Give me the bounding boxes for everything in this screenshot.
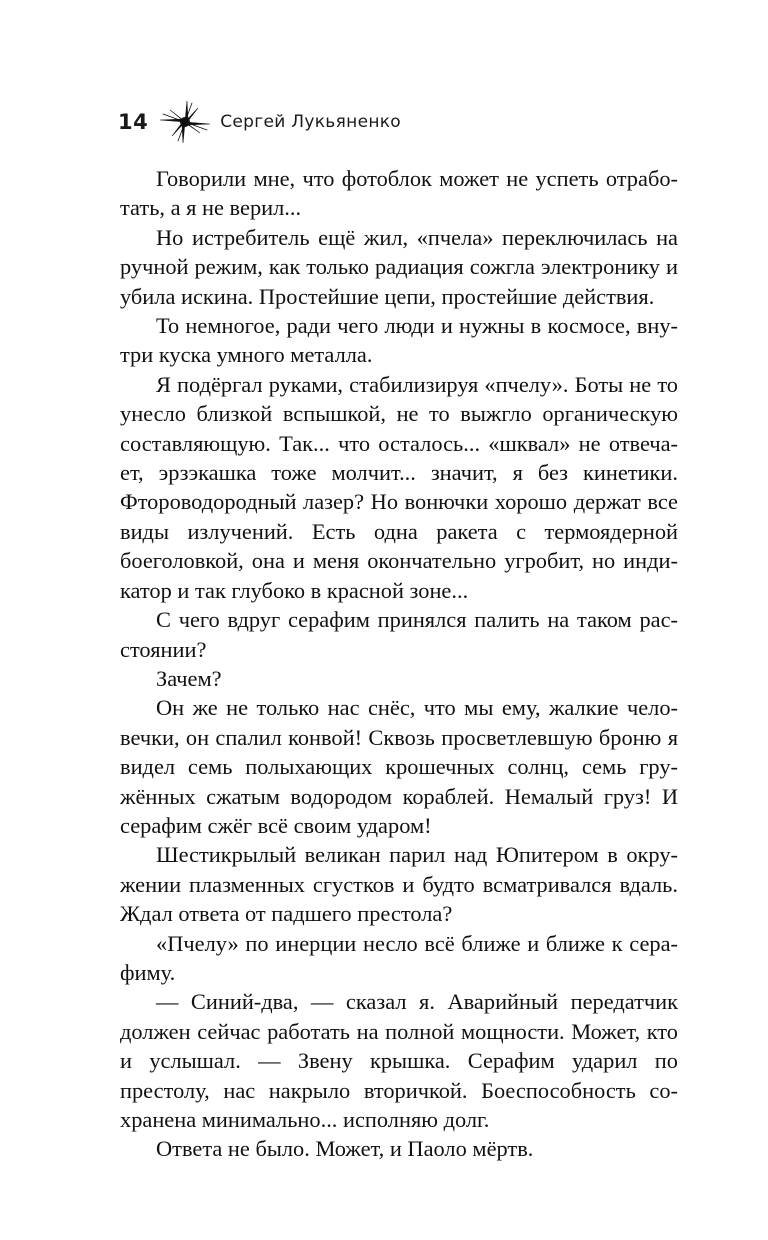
author-name: Сергей Лукьяненко <box>220 112 402 132</box>
paragraph: — Синий-два, — сказал я. Аварийный передатчик должен сейчас работать на полной мощности. Может, кто и услышал. — Звену крышка. Серафим ударил по престолу, нас накрыло вторичкой. Боеспособность сохранена минимально... исполняю долг. <box>120 989 678 1132</box>
paragraph: То немногое, ради чего люди и нужны в космосе, внутри куска умного металла. <box>120 313 678 368</box>
paragraph: «Пчелу» по инерции несло всё ближе и ближе к серафиму. <box>120 930 678 985</box>
running-header <box>118 98 401 146</box>
paragraph: Ответа не было. Может, и Паоло мёртв. <box>156 1136 534 1162</box>
page-number: 14 <box>118 110 149 134</box>
paragraph: Шестикрылый великан парил над Юпитером в окружении плазменных сгустков и будто всматривался вдаль. Ждал ответа от падшего престола? <box>120 842 678 927</box>
page-body <box>120 164 678 1164</box>
paragraph: Он же не только нас снёс, что мы ему, жалкие человечки, он спалил конвой! Сквозь просветлевшую броню я видел семь полыхающих крошечных солнц, семь гружённых сжатым водородом кораблей. Немалый груз! И серафим сжёг всё своим ударом! <box>120 695 678 838</box>
star-burst-icon <box>158 100 212 144</box>
paragraph: Но истребитель ещё жил, «пчела» переключилась на ручной режим, как только радиация сожгла электронику и убила искина. Простейшие цепи, простейшие действия. <box>120 224 678 309</box>
paragraph: Говорили мне, что фотоблок может не успеть отработать, а я не верил... <box>120 166 678 221</box>
paragraph: Зачем? <box>156 665 222 691</box>
paragraph: С чего вдруг серафим принялся палить на таком расстоянии? <box>120 607 678 662</box>
paragraph: Я подёргал руками, стабилизируя «пчелу». Боты не то унесло близкой вспышкой, не то выжгло органическую составляющую. Так... что осталось... «шквал» не отвечает, эрзэкашка тоже молчит... значит, я без кинетики. Фтороводородный лазер? Но вонючки хорошо держат все виды излучений. Есть одна ракета с термоядерной боеголовкой, она и меня окончательно угробит, но индикатор и так глубоко в красной зоне... <box>120 371 678 603</box>
